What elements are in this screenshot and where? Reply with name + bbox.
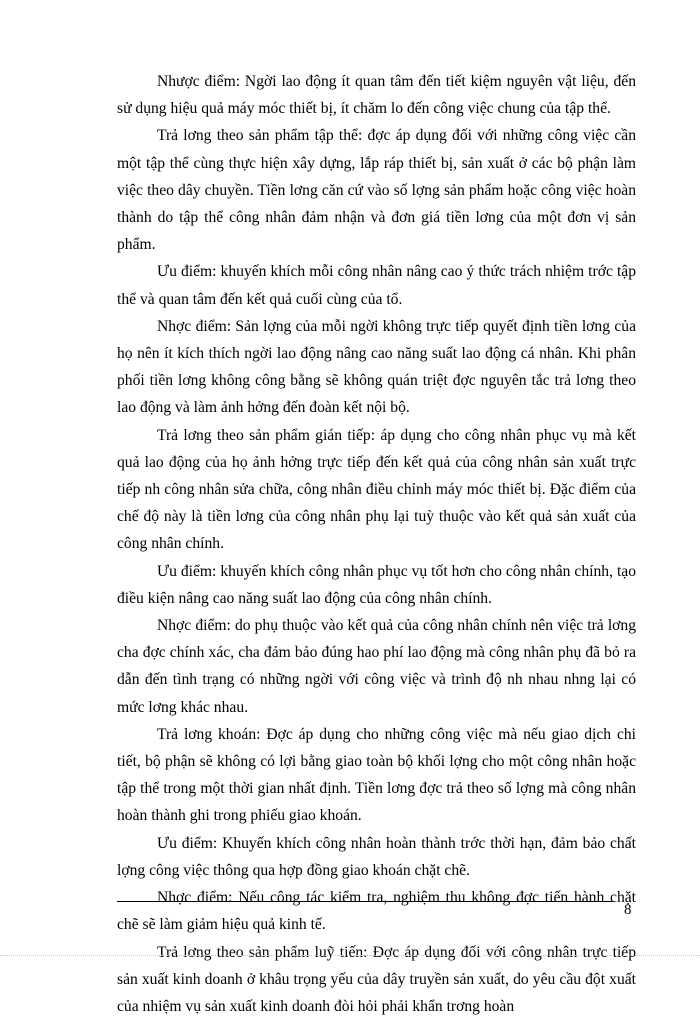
paragraph-1: Nhược điểm: Ngời lao động ít quan tâm đến tiết kiệm nguyên vật liệu, đến sử dụng hiệu quả máy móc thiết bị, ít chăm lo đến công việc chung của tập thể. [117,68,636,122]
paragraph-7: Nhợc điểm: do phụ thuộc vào kết quả của công nhân chính nên việc trả lơng cha đợc chính xác, cha đảm bảo đúng hao phí lao động mà công nhân phụ đã bỏ ra dẫn đến tình trạng có những ngời với công việc và trình độ nh nhau nhng lại có mức lơng khác nhau. [117,612,636,721]
paragraph-9: Ưu điểm: Khuyến khích công nhân hoàn thành trớc thời hạn, đảm bảo chất lợng công việc thông qua hợp đồng giao khoán chặt chẽ. [117,830,636,884]
paragraph-8: Trả lơng khoán: Đợc áp dụng cho những công việc mà nếu giao dịch chi tiết, bộ phận sẽ không có lợi bằng giao toàn bộ khối lợng cho một công nhân hoặc tập thể trong một thời gian nhất định. Tiền lơng đợc trả theo số lợng mà công nhân hoàn thành ghi trong phiếu giao khoán. [117,721,636,830]
page-number: 8 [624,901,632,919]
paragraph-11: Trả lơng theo sản phẩm luỹ tiến: Đợc áp dụng đối với công nhân trực tiếp sản xuất kinh doanh ở khâu trọng yếu của dây truyền sản xuất, do yêu cầu đột xuất của nhiệm vụ sản xuất kinh doanh đòi hỏi phải khẩn trơng hoàn [117,939,636,1020]
paragraph-5: Trả lơng theo sản phẩm gián tiếp: áp dụng cho công nhân phục vụ mà kết quả lao động của họ ảnh hởng trực tiếp đến kết quả của công nhân sản xuất trực tiếp nh công nhân sửa chữa, công nhân điều chỉnh máy móc thiết bị. Đặc điểm của chế độ này là tiền lơng của công nhân phụ lại tuỳ thuộc vào kết quả sản xuất của công nhân chính. [117,422,636,558]
paragraph-3: Ưu điểm: khuyến khích mỗi công nhân nâng cao ý thức trách nhiệm trớc tập thể và quan tâm đến kết quả cuối cùng của tổ. [117,258,636,312]
paragraph-2: Trả lơng theo sản phẩm tập thể: đợc áp dụng đối với những công việc cần một tập thể cùng thực hiện xây dựng, lắp ráp thiết bị, sản xuất ở các bộ phận làm việc theo dây chuyền. Tiền lơng căn cứ vào số lợng sản phẩm hoặc công việc hoàn thành do tập thể công nhân đảm nhận và đơn giá tiền lơng của một đơn vị sản phẩm. [117,122,636,258]
page-bottom-border [0,955,700,956]
footer-rule [117,901,612,902]
paragraph-6: Ưu điểm: khuyến khích công nhân phục vụ tốt hơn cho công nhân chính, tạo điều kiện nâng cao năng suất lao động của công nhân chính. [117,558,636,612]
paragraph-4: Nhợc điểm: Sản lợng của mỗi ngời không trực tiếp quyết định tiền lơng của họ nên ít kích thích ngời lao động nâng cao năng suất lao động cá nhân. Khi phân phối tiền lơng không công bằng sẽ không quán triệt đợc nguyên tắc trả lơng theo lao động và làm ảnh hởng đến đoàn kết nội bộ. [117,313,636,422]
paragraph-10: Nhợc điểm: Nếu công tác kiểm tra, nghiệm thu không đợc tiến hành chặt chẽ sẽ làm giảm hiệu quả kinh tế. [117,884,636,938]
body-text [117,68,636,1020]
